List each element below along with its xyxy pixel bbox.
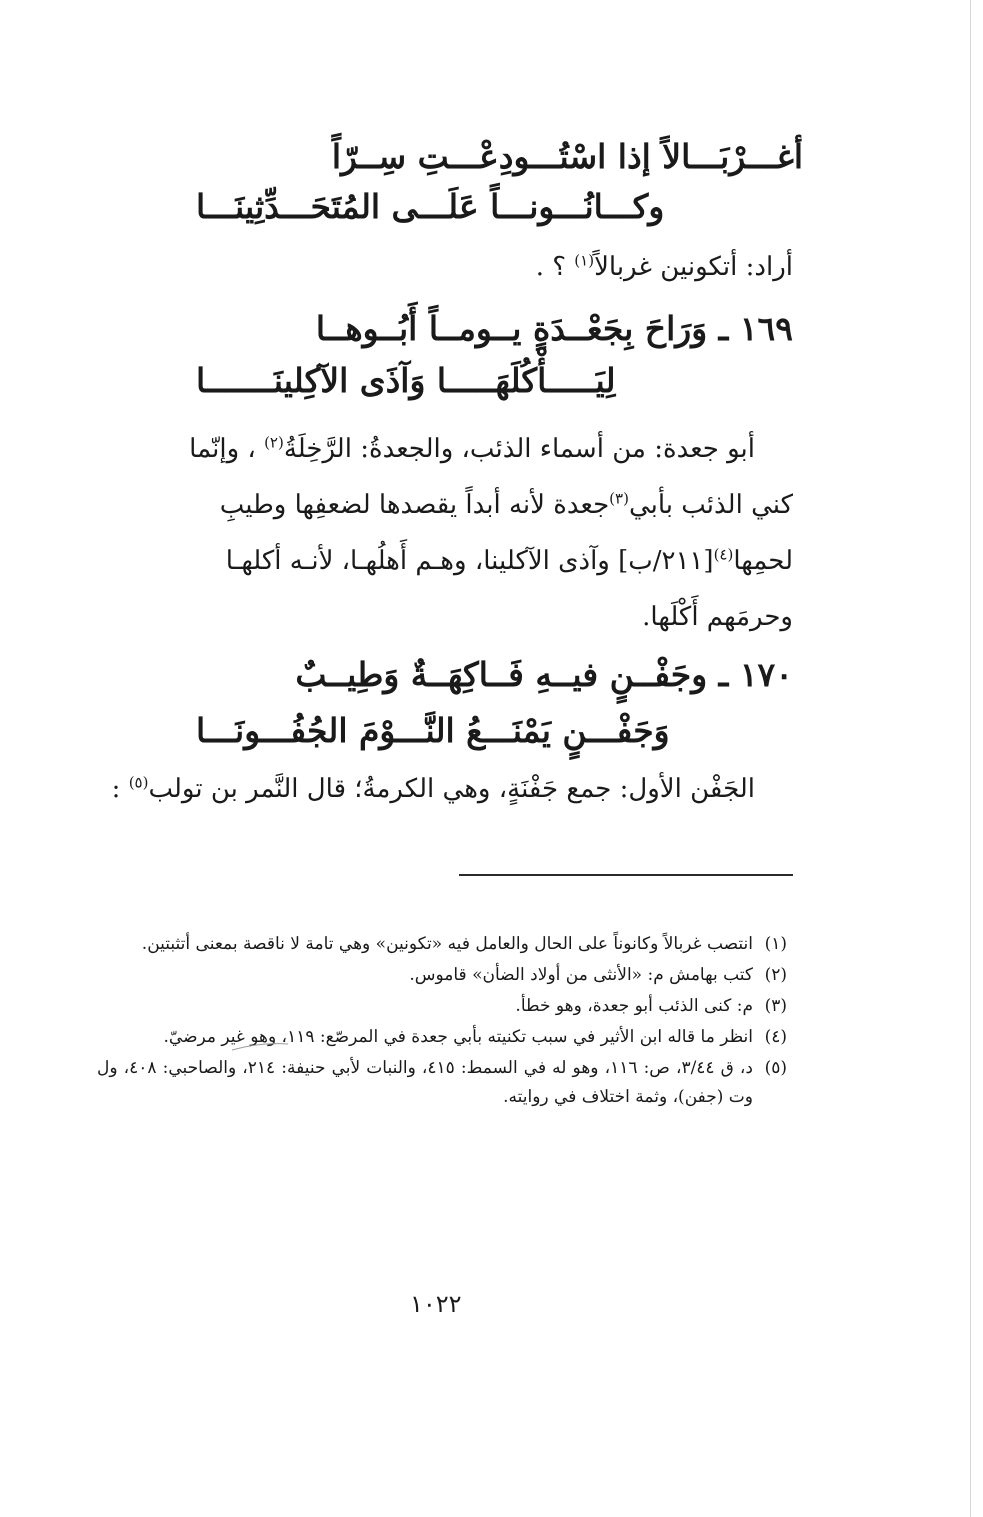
prose-text: [٢١١/ب] وآذى الآكلينا، وهـم أَهلُهـا، لأنـه أكلهـا bbox=[225, 546, 714, 576]
verse-text: لِيَـــــأْكُلَهَـــــا وَآذَى الآكِلينَـــــــا bbox=[196, 361, 616, 400]
footnote-text: د، ق ٣/٤٤، ص: ١١٦، وهو له في السمط: ٤١٥، والنبات لأبي حنيفة: ٢١٤، والصاحبي: ٤٠٨، ول وت (جفن)، وثمة اختلاف في روايته. bbox=[97, 1058, 753, 1107]
footnote-number: (٣) bbox=[764, 996, 787, 1016]
verse-line bbox=[196, 361, 616, 400]
verse-line bbox=[196, 711, 670, 750]
pen-mark bbox=[230, 1040, 290, 1054]
footnote bbox=[97, 961, 787, 990]
verse-line bbox=[196, 187, 665, 226]
prose-line bbox=[189, 433, 755, 464]
page-number: ١٠٢٢ bbox=[410, 1290, 462, 1318]
verse-line bbox=[331, 137, 803, 176]
prose-text: كني الذئب بأبي bbox=[628, 490, 793, 520]
verse-text: وكـــانُـــونـــاً عَلَـــى المُتَحَـــدِّثِينَـــا bbox=[196, 187, 665, 226]
verse-number: ١٧٠ ـ bbox=[718, 655, 793, 694]
footnote-ref[interactable]: (٢) bbox=[264, 433, 284, 452]
verse-text: وَجَفْـــنٍ يَمْنَـــعُ النَّـــوْمَ الجُفُـــونَـــا bbox=[196, 711, 670, 750]
footnote-number: (٤) bbox=[764, 1027, 787, 1047]
prose-text: : bbox=[111, 774, 129, 804]
prose-text: وحرمَهم أَكْلَها. bbox=[642, 602, 793, 632]
prose-line bbox=[111, 773, 755, 804]
footnote bbox=[97, 992, 787, 1021]
prose-line bbox=[193, 602, 793, 632]
footnote-ref[interactable]: (٥) bbox=[128, 773, 149, 792]
footnote-ref[interactable]: (٣) bbox=[609, 489, 629, 508]
prose-text: أبو جعدة: من أسماء الذئب، والجعدةُ: الرَّخِلَةُ bbox=[283, 434, 755, 464]
footnote-number: (٢) bbox=[764, 965, 787, 985]
footnote-text: كتب بهامش م: «الأنثى من أولاد الضأن» قاموس. bbox=[409, 965, 753, 985]
footnote-number: (١) bbox=[764, 934, 787, 954]
footnote-ref[interactable]: (٤) bbox=[713, 545, 734, 564]
footnote-text: انتصب غربالاً وكانوناً على الحال والعامل فيه «تكونين» وهي تامة لا ناقصة بمعنى أتثبتين. bbox=[141, 934, 753, 954]
footnote-ref[interactable]: (١) bbox=[574, 251, 595, 270]
prose-text: أراد: أتكونين غربالاً bbox=[594, 252, 793, 282]
verse-text: وجَفْــنٍ فيــهِ فَــاكِهَــةٌ وَطِيــبٌ bbox=[295, 655, 708, 694]
verse-text: أغـــرْبَـــالاً إذا اسْتُـــودِعْـــتِ سِــرّاً bbox=[331, 137, 803, 176]
footnote-text: م: كنى الذئب أبو جعدة، وهو خطأ. bbox=[515, 996, 753, 1016]
footnote bbox=[97, 930, 787, 959]
prose-text: لحمِها bbox=[733, 546, 793, 576]
footnote-number: (٥) bbox=[764, 1058, 787, 1078]
footnote bbox=[97, 1023, 787, 1052]
prose-text: الجَفْن الأول: جمع جَفْنَةٍ، وهي الكرمةُ؛ قال النَّمر بن تولب bbox=[148, 774, 755, 804]
prose-line bbox=[193, 252, 793, 282]
verse-text: وَرَاحَ بِجَعْــدَةٍ يــومــاً أَبُــوهــا bbox=[315, 309, 708, 348]
prose-line bbox=[193, 490, 793, 520]
footnotes bbox=[97, 930, 787, 1112]
footnote-separator bbox=[459, 874, 793, 876]
verse-line bbox=[295, 655, 793, 694]
verse-number: ١٦٩ ـ bbox=[718, 309, 793, 348]
prose-text: جعدة لأنه أبداً يقصدها لضعفِها وطيبِ bbox=[219, 490, 610, 520]
footnote-text: انظر ما قاله ابن الأثير في سبب تكنيته بأبي جعدة في المرصّع: ١١٩، وهو غير مرضيّ. bbox=[163, 1027, 753, 1047]
page-edge-line bbox=[970, 0, 971, 1517]
prose-text: ، وإنّما bbox=[189, 434, 265, 464]
prose-text: ؟ . bbox=[535, 252, 575, 282]
prose-line bbox=[193, 546, 793, 576]
footnote bbox=[97, 1054, 787, 1112]
verse-line bbox=[315, 309, 793, 348]
